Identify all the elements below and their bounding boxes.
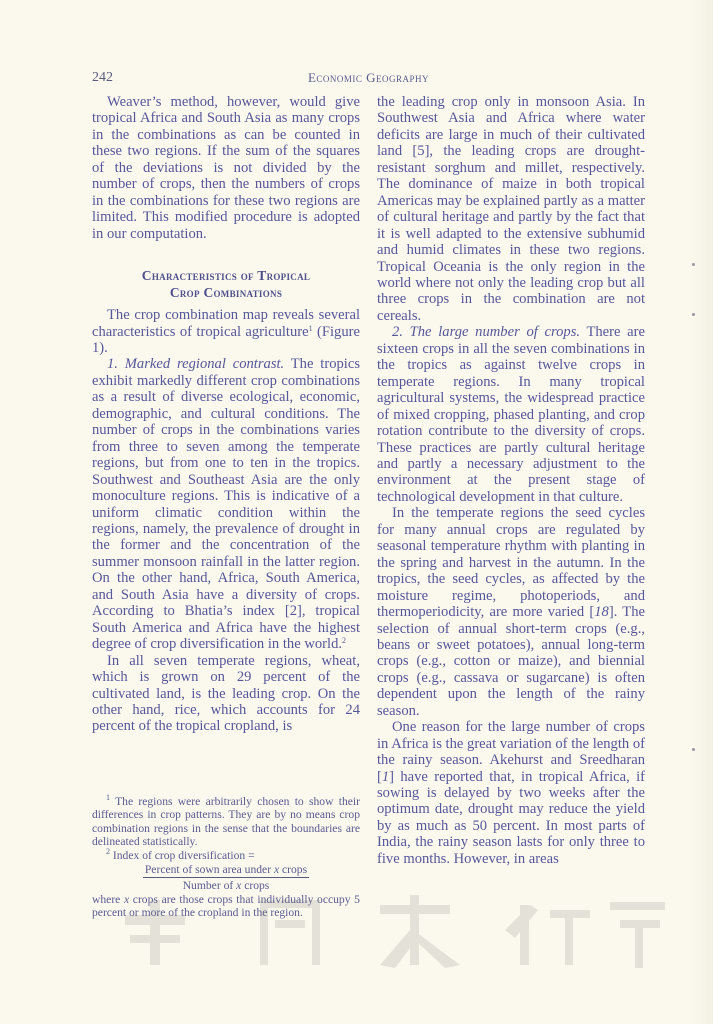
paragraph: In the temperate regions the seed cycles for many annual crops are regulated by seasonal temperature rhythm with planting in the spring and harvest in the autumn. In the tropics, the seed cycles, as affected by the moisture regime, photoperiods, and thermoperiodicity, are more varied [18]. The selection of annual short-term crops (e.g., beans or sweet potatoes), annual long-term crops (e.g., cotton or maize), and biennial crops (e.g., cassava or sugarcane) is often dependent upon the length of the rainy season.	[377, 505, 645, 719]
section-heading-line: Crop Combinations	[169, 284, 283, 300]
left-column	[92, 94, 360, 735]
paragraph: In all seven temperate regions, wheat, which is grown on 29 percent of the cultivated land, is the leading crop. On the other hand, rice, which accounts for 24 percent of the tropical cropland, is	[92, 652, 360, 735]
paper-speck	[692, 313, 695, 316]
formula-denominator: Number of x crops	[182, 879, 270, 893]
numbered-point-label: 1. Marked regional contrast.	[107, 356, 285, 373]
paragraph: 1. Marked regional contrast. The tropics exhibit markedly different crop combinations as a result of diverse ecological, economic, demographic, and cultural conditions. The number of crops in the combinations varies from three to seven among the temperate regions, but from one to ten in the tropics. Southwest and Southeast Asia are the only monoculture regions. This is indicative of a uniform climatic condition within the regions, namely, the prevalence of drought in the former and the concentration of the summer monsoon rainfall in the latter region. On the other hand, Africa, South America, and South Asia have a diversity of crops. According to Bhatia’s index [2], tropical South America and Africa have the highest degree of crop diversification in the world.$^2$	[92, 356, 360, 653]
section-heading	[92, 268, 360, 301]
right-column	[377, 94, 645, 867]
footnote-1: $^1$ The regions were arbitrarily chosen to show their differences in crop patterns. They are by no means crop combination regions in the sense that the boundaries are delineated statistically.	[92, 793, 360, 849]
diversification-formula	[92, 863, 360, 893]
paragraph: 2. The large number of crops. There are sixteen crops in all the seven combinations in the tropics as against twelve crops in temperate regions. In many tropical agricultural systems, the widespread practice of mixed cropping, phased planting, and crop rotation contribute to the diversity of crops. These practices are partly cultural heritage and partly a necessary adjustment to the environment at the present stage of technological development in that culture.	[377, 324, 645, 505]
paragraph: The crop combination map reveals several characteristics of tropical agriculture$^1$ (Figure 1).	[92, 307, 360, 356]
running-head	[92, 70, 645, 88]
footnote-2-continuation: where x crops are those crops that individually occupy 5 percent or more of the cropland in the region.	[92, 892, 360, 920]
citation-ref[interactable]: 18	[594, 604, 609, 621]
footnote-ref[interactable]: 1	[308, 323, 313, 333]
footnote-ref[interactable]: 2	[342, 636, 347, 646]
journal-title: Economic Geography	[307, 70, 430, 85]
paragraph: the leading crop only in monsoon Asia. In Southwest Asia and Africa where water deficits are large in much of their cultivated land [5], the leading crops are drought-resistant sorghum and millet, respectively. The dominance of maize in both tropical Americas may be explained partly as a matter of cultural heritage and partly by the fact that it is well adapted to the extensive subhumid and humid climates in these two regions. Tropical Oceania is the only region in the world where not only the leading crop but all three crops in the combination are not cereals.	[377, 94, 645, 324]
page-edge-shading	[689, 0, 713, 1024]
formula-numerator: Percent of sown area under x crops	[143, 863, 309, 878]
section-heading-line: Characteristics of Tropical	[141, 268, 311, 284]
page-number: 242	[92, 70, 113, 85]
footnote-2: $^2$ Index of crop diversification =	[106, 846, 255, 862]
citation-ref[interactable]: 1	[381, 768, 390, 785]
paper-speck	[692, 748, 695, 751]
paragraph: One reason for the large number of crops in Africa is the great variation of the length of the rainy season. Akehurst and Sreedharan [1] have reported that, in tropical Africa, if sowing is delayed by two weeks after the optimum date, drought may reduce the yield by as much as 50 percent. In most parts of India, the rainy season lasts for only three to five months. However, in areas	[377, 719, 645, 867]
numbered-point-label: 2. The large number of crops.	[392, 324, 581, 341]
paragraph: Weaver’s method, however, would give tropical Africa and South Asia as many crops in the combinations as can be counted in these two regions. If the sum of the squares of the deviations is not divided by the number of crops, then the numbers of crops in the combinations for these two regions are limited. This modified procedure is adopted in our computation.	[92, 94, 360, 242]
footnotes	[92, 795, 360, 920]
paper-speck	[692, 263, 695, 266]
